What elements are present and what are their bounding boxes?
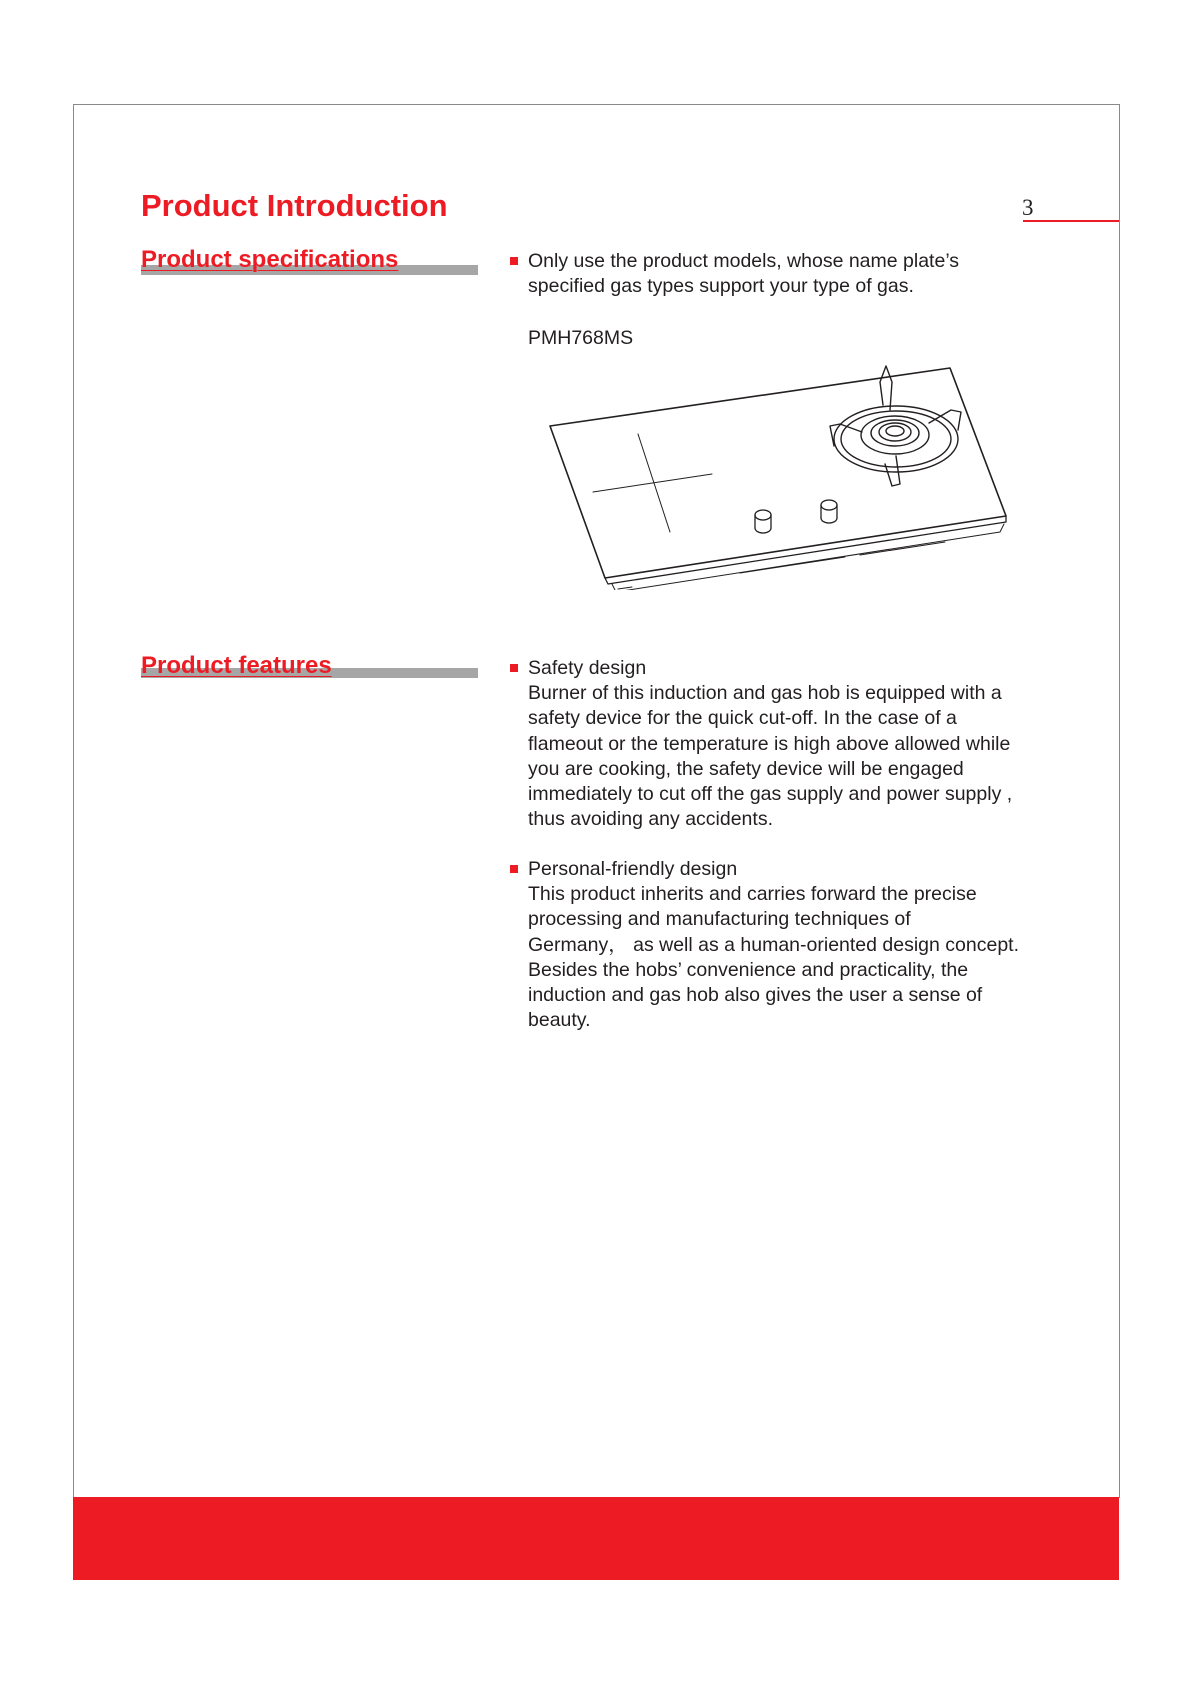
- footer-band: [73, 1497, 1119, 1580]
- page-number-rule: [1023, 220, 1119, 222]
- text-line: flameout or the temperature is high above allowed while: [528, 732, 1011, 755]
- text-line: safety device for the quick cut-off. In the case of a: [528, 707, 957, 730]
- text-line: specified gas types support your type of gas.: [528, 275, 914, 298]
- text-line: This product inherits and carries forward the precise: [528, 883, 977, 906]
- features-heading: Product features: [141, 652, 332, 679]
- bullet-marker: [510, 865, 518, 873]
- feature-title: Personal-friendly design: [528, 858, 738, 880]
- feature-safety-design: [528, 656, 1012, 832]
- feature-personal-friendly-design: [528, 857, 1019, 1033]
- page-title: Product Introduction: [141, 188, 448, 223]
- text-line: Besides the hobs’ convenience and practicality, the: [528, 958, 969, 981]
- feature-title: Safety design: [528, 657, 647, 679]
- text-line: immediately to cut off the gas supply and power supply ,: [528, 783, 1013, 806]
- text-line: beauty.: [528, 1009, 591, 1032]
- specifications-bullet-text: [528, 249, 959, 299]
- page-number: 3: [1022, 195, 1034, 220]
- text-line: you are cooking, the safety device will be engaged: [528, 757, 964, 780]
- bullet-marker: [510, 664, 518, 672]
- specifications-heading: Product specifications: [141, 246, 399, 273]
- text-line: thus avoiding any accidents.: [528, 808, 773, 831]
- model-number: PMH768MS: [528, 327, 634, 349]
- hob-illustration-icon: [540, 360, 1010, 590]
- text-line: induction and gas hob also gives the user a sense of: [528, 984, 983, 1007]
- text-line: Germany， as well as a human-oriented design concept.: [528, 933, 1020, 956]
- text-line: processing and manufacturing techniques of: [528, 908, 911, 931]
- bullet-marker: [510, 257, 518, 265]
- text-line: Only use the product models, whose name plate’s: [528, 250, 960, 272]
- text-line: Burner of this induction and gas hob is equipped with a: [528, 682, 1002, 705]
